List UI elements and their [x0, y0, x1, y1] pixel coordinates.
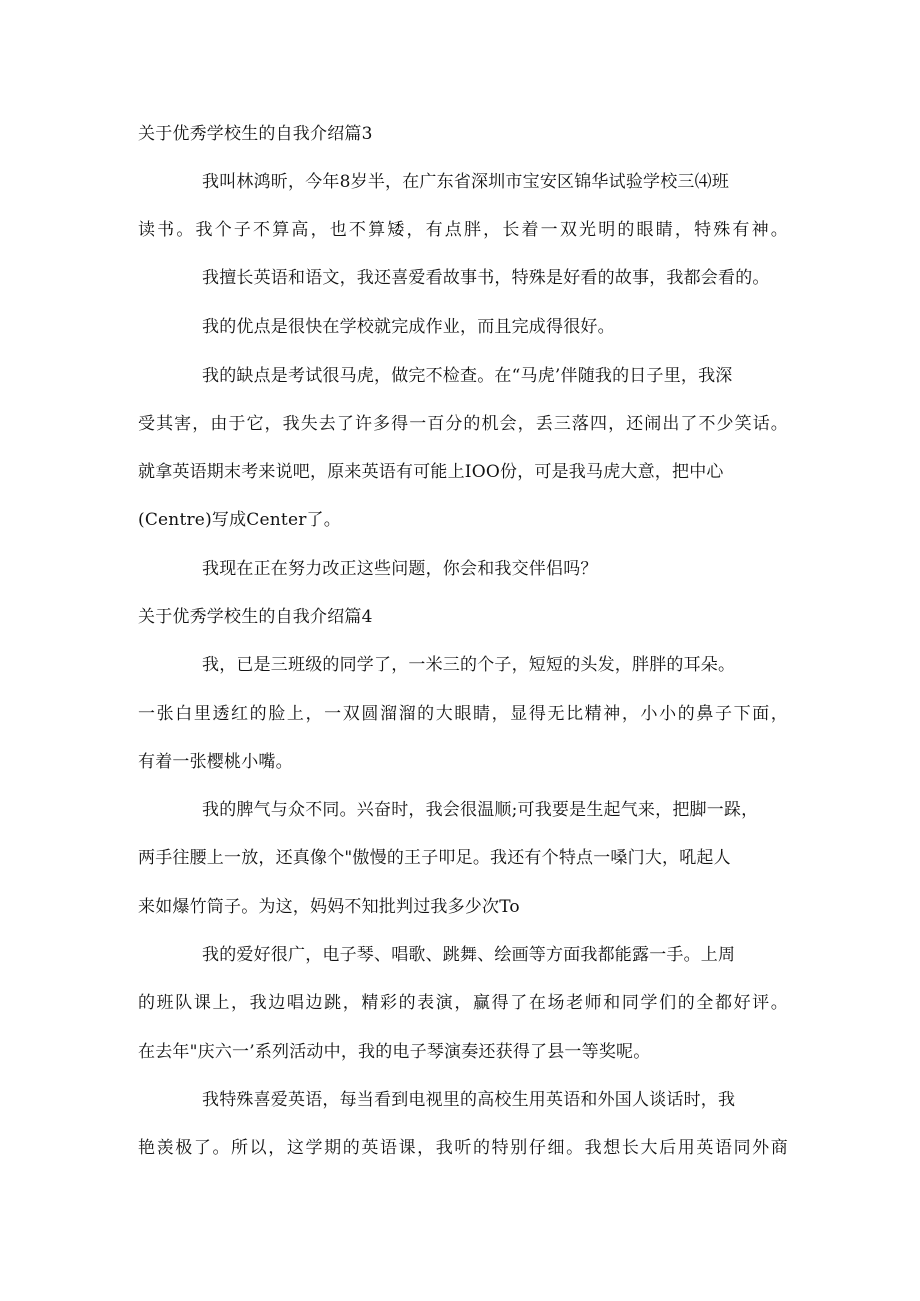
paragraph-line: 一张白里透红的脸上，一双圆溜溜的大眼睛，显得无比精神，小小的鼻子下面，	[138, 704, 788, 724]
paragraph-line: 我叫林鸿昕，今年8岁半，在广东省深圳市宝安区锦华试验学校三⑷班	[202, 172, 730, 192]
paragraph-line: 我擅长英语和语文，我还喜爱看故事书，特殊是好看的故事，我都会看的。	[202, 268, 770, 288]
paragraph-line: (Centre)写成Center了。	[138, 510, 341, 530]
paragraph-line: 两手往腰上一放，还真像个"傲慢的王子叩足。我还有个特点一嗓门大，吼起人	[138, 848, 731, 868]
paragraph-line: 艳羡极了。所以，这学期的英语课，我听的特别仔细。我想长大后用英语同外商	[138, 1138, 788, 1158]
section-3-heading: 关于优秀学校生的自我介绍篇3	[138, 124, 373, 144]
paragraph-line: 我的脾气与众不同。兴奋时，我会很温顺;可我要是生起气来，把脚一跺，	[202, 800, 759, 820]
paragraph-line: 我，已是三班级的同学了，一米三的个子，短短的头发，胖胖的耳朵。	[202, 655, 736, 675]
section-4-heading: 关于优秀学校生的自我介绍篇4	[138, 607, 373, 627]
paragraph-line: 就拿英语期末考来说吧，原来英语有可能上IOO份，可是我马虎大意，把中心	[138, 462, 724, 482]
paragraph-line: 在去年"庆六一’系列活动中，我的电子琴演奏还获得了县一等奖呢。	[138, 1042, 651, 1062]
paragraph-line: 我的爱好很广，电子琴、唱歌、跳舞、绘画等方面我都能露一手。上周	[202, 945, 736, 965]
paragraph-line: 来如爆竹筒子。为这，妈妈不知批判过我多少次To	[138, 897, 520, 917]
paragraph-line: 我的优点是很快在学校就完成作业，而且完成得很好。	[202, 317, 615, 337]
paragraph-line: 我特殊喜爱英语，每当看到电视里的高校生用英语和外国人谈话时，我	[202, 1090, 736, 1110]
paragraph-line: 的班队课上，我边唱边跳，精彩的表演，赢得了在场老师和同学们的全都好评。	[138, 993, 788, 1013]
paragraph-line: 读书。我个子不算高，也不算矮，有点胖，长着一双光明的眼睛，特殊有神。	[138, 220, 788, 240]
paragraph-line: 受其害，由于它，我失去了许多得一百分的机会，丢三落四，还闹出了不少笑话。	[138, 414, 788, 434]
paragraph-line: 有着一张樱桃小嘴。	[138, 752, 293, 772]
paragraph-line: 我现在正在努力改正这些问题，你会和我交伴侣吗？	[202, 559, 598, 579]
paragraph-line: 我的缺点是考试很马虎，做完不检查。在“马虎’伴随我的日子里，我深	[202, 366, 733, 386]
